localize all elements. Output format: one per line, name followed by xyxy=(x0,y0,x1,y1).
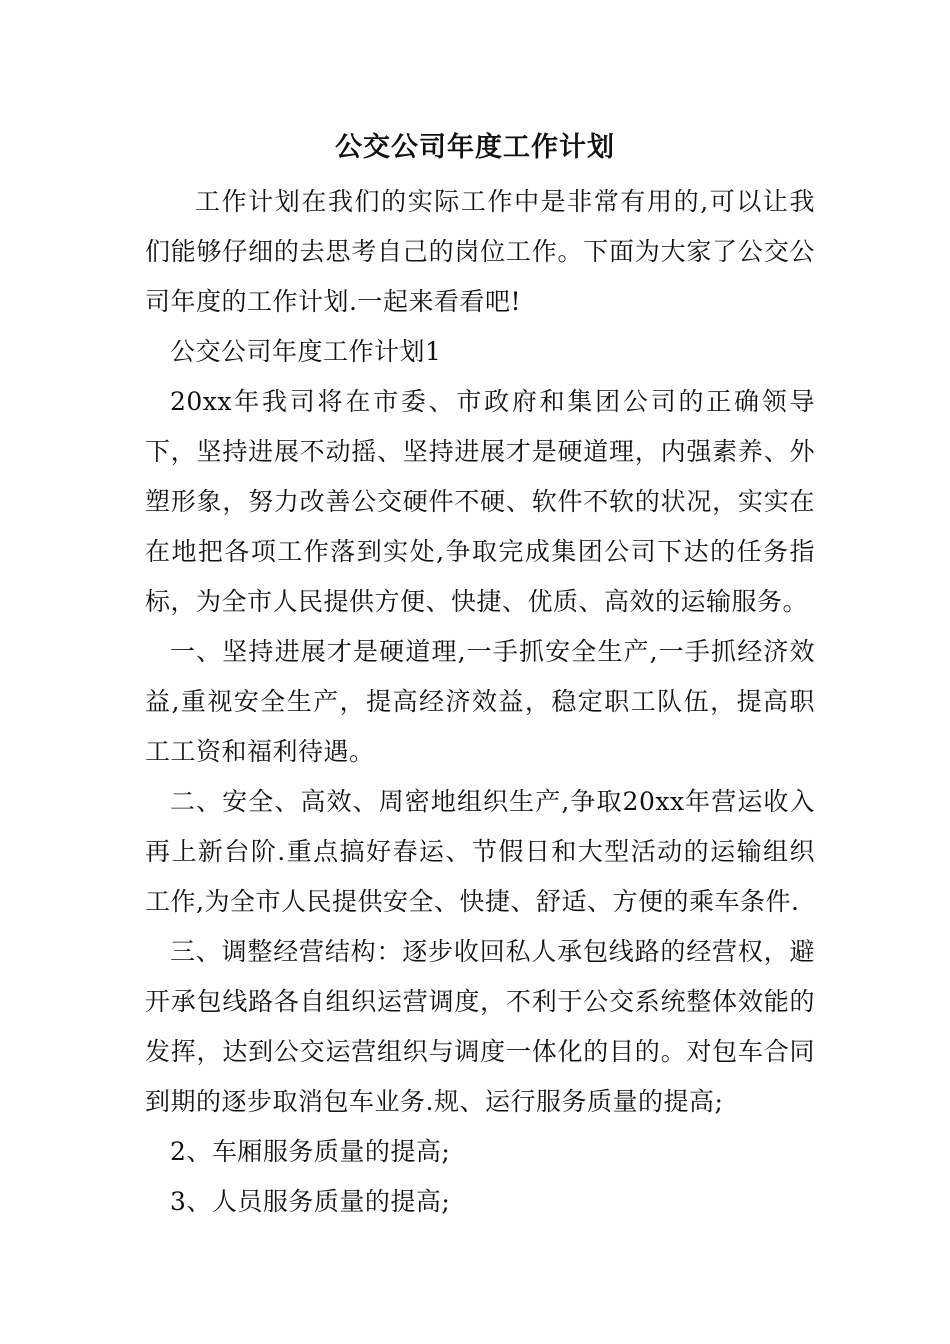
document-body xyxy=(145,177,815,1227)
document-title: 公交公司年度工作计划 xyxy=(335,132,615,163)
section-heading: 公交公司年度工作计划1 xyxy=(170,337,442,366)
intro-paragraph: 工作计划在我们的实际工作中是非常有用的,可以让我们能够仔细的去思考自己的岗位工作。下面为大家了公交公司年度的工作计划.一起来看看吧! xyxy=(145,187,815,316)
body-paragraph: 二、安全、高效、周密地组织生产,争取20xx年营运收入再上新台阶.重点搞好春运、节假日和大型活动的运输组织工作,为全市人民提供安全、快捷、舒适、方便的乘车条件. xyxy=(145,787,815,916)
list-item: 2、车厢服务质量的提高; xyxy=(170,1137,451,1166)
body-paragraph: 三、调整经营结构：逐步收回私人承包线路的经营权，避开承包线路各自组织运营调度，不利于公交系统整体效能的发挥，达到公交运营组织与调度一体化的目的。对包车合同到期的逐步取消包车业务.规、运行服务质量的提高; xyxy=(145,937,815,1116)
list-item: 3、人员服务质量的提高; xyxy=(170,1187,451,1216)
body-paragraph: 一、坚持进展才是硬道理,一手抓安全生产,一手抓经济效益,重视安全生产，提高经济效益，稳定职工队伍，提高职工工资和福利待遇。 xyxy=(145,637,815,766)
body-paragraph: 20xx年我司将在市委、市政府和集团公司的正确领导下，坚持进展不动摇、坚持进展才是硬道理，内强素养、外塑形象，努力改善公交硬件不硬、软件不软的状况，实实在在地把各项工作落到实处,争取完成集团公司下达的任务指标，为全市人民提供方便、快捷、优质、高效的运输服务。 xyxy=(145,387,815,616)
